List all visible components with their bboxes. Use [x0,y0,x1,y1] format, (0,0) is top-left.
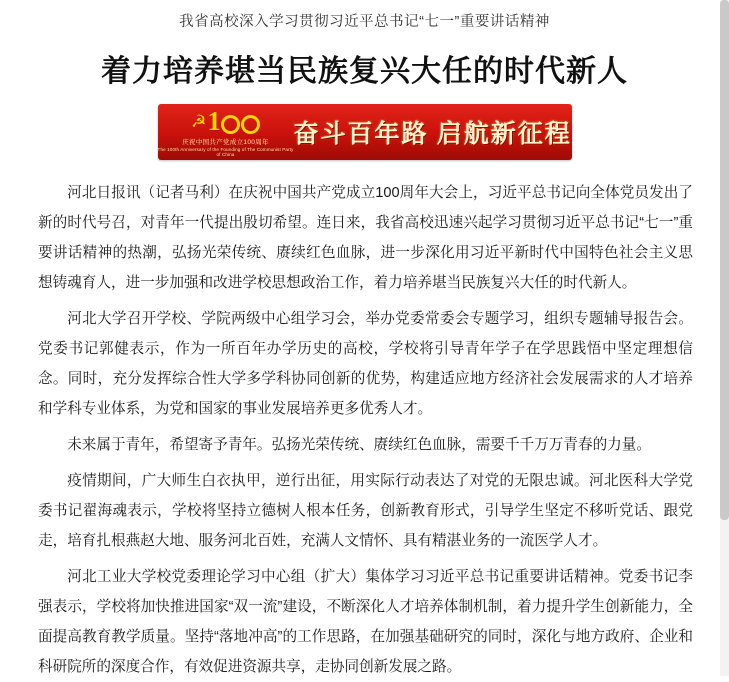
article-paragraph: 疫情期间，广大师生白衣执甲，逆行出征，用实际行动表达了对党的无限忠诚。河北医科大学党委书记翟海魂表示，学校将坚持立德树人根本任务，创新教育形式，引导学生坚定不移听党话、跟党走，培育扎根燕赵大地、服务河北百姓，充满人文情怀、具有精湛业务的一流医学人才。 [38,473,693,550]
anniversary-banner [158,104,572,160]
article-paragraph: 河北大学召开学校、学院两级中心组学习会，举办党委常委会专题学习，组织专题辅导报告会。党委书记郭健表示，作为一所百年办学历史的高校，学校将引导青年学子在学思践悟中坚定理想信念。同时，充分发挥综合性大学多学科协同创新的优势，构建适应地方经济社会发展需求的人才培养和学科专业体系，为党和国家的事业发展培养更多优秀人才。 [38,311,693,418]
banner-emblem-block [158,104,294,160]
article-paragraph: 河北工业大学校党委理论学习中心组（扩大）集体学习习近平总书记重要讲话精神。党委书记李强表示，学校将加快推进国家“双一流”建设，不断深化人才培养体制机制，着力提升学生创新能力，全面提高教育教学质量。坚持“落地冲高”的工作思路，在加强基础研究的同时，深化与地方政府、企业和科研院所的深度合作，有效促进资源共享，走协同创新发展之路。 [38,569,693,676]
banner-cn-caption: 庆祝中国共产党成立100周年 [182,138,269,146]
page-title: 着力培养堪当民族复兴大任的时代新人 [101,55,628,89]
banner-slogan: 奋斗百年路 启航新征程 [293,121,572,149]
ring-icon [221,115,240,134]
banner-slogan-block [294,104,572,160]
article-paragraph: 未来属于青年，希望寄予青年。弘扬光荣传统、赓续红色血脉，需要千千万万青春的力量。 [67,437,651,454]
hammer-sickle-icon: ☭ [191,112,207,132]
ring-icon [241,115,260,134]
article-kicker: 我省高校深入学习贯彻习近平总书记“七一”重要讲话精神 [179,14,550,30]
emblem-row [191,107,260,137]
banner-container [0,104,729,160]
article-body [0,178,729,682]
anniversary-number: 1 [207,108,260,135]
banner-en-caption: The 100th Anniversary of the Founding of The Communist Party of China [157,146,294,158]
article-paragraph: 河北日报讯（记者马利）在庆祝中国共产党成立100周年大会上，习近平总书记向全体党员发出了新的时代号召，对青年一代提出殷切希望。连日来，我省高校迅速兴起学习贯彻习近平总书记“七一”重要讲话精神的热潮，弘扬光荣传统、赓续红色血脉，进一步深化用习近平新时代中国特色社会主义思想铸魂育人，进一步加强和改进学校思想政治工作，着力培养堪当民族复兴大任的时代新人。 [38,185,693,292]
scrollbar-thumb[interactable] [720,0,729,520]
vertical-scrollbar[interactable] [720,0,729,676]
